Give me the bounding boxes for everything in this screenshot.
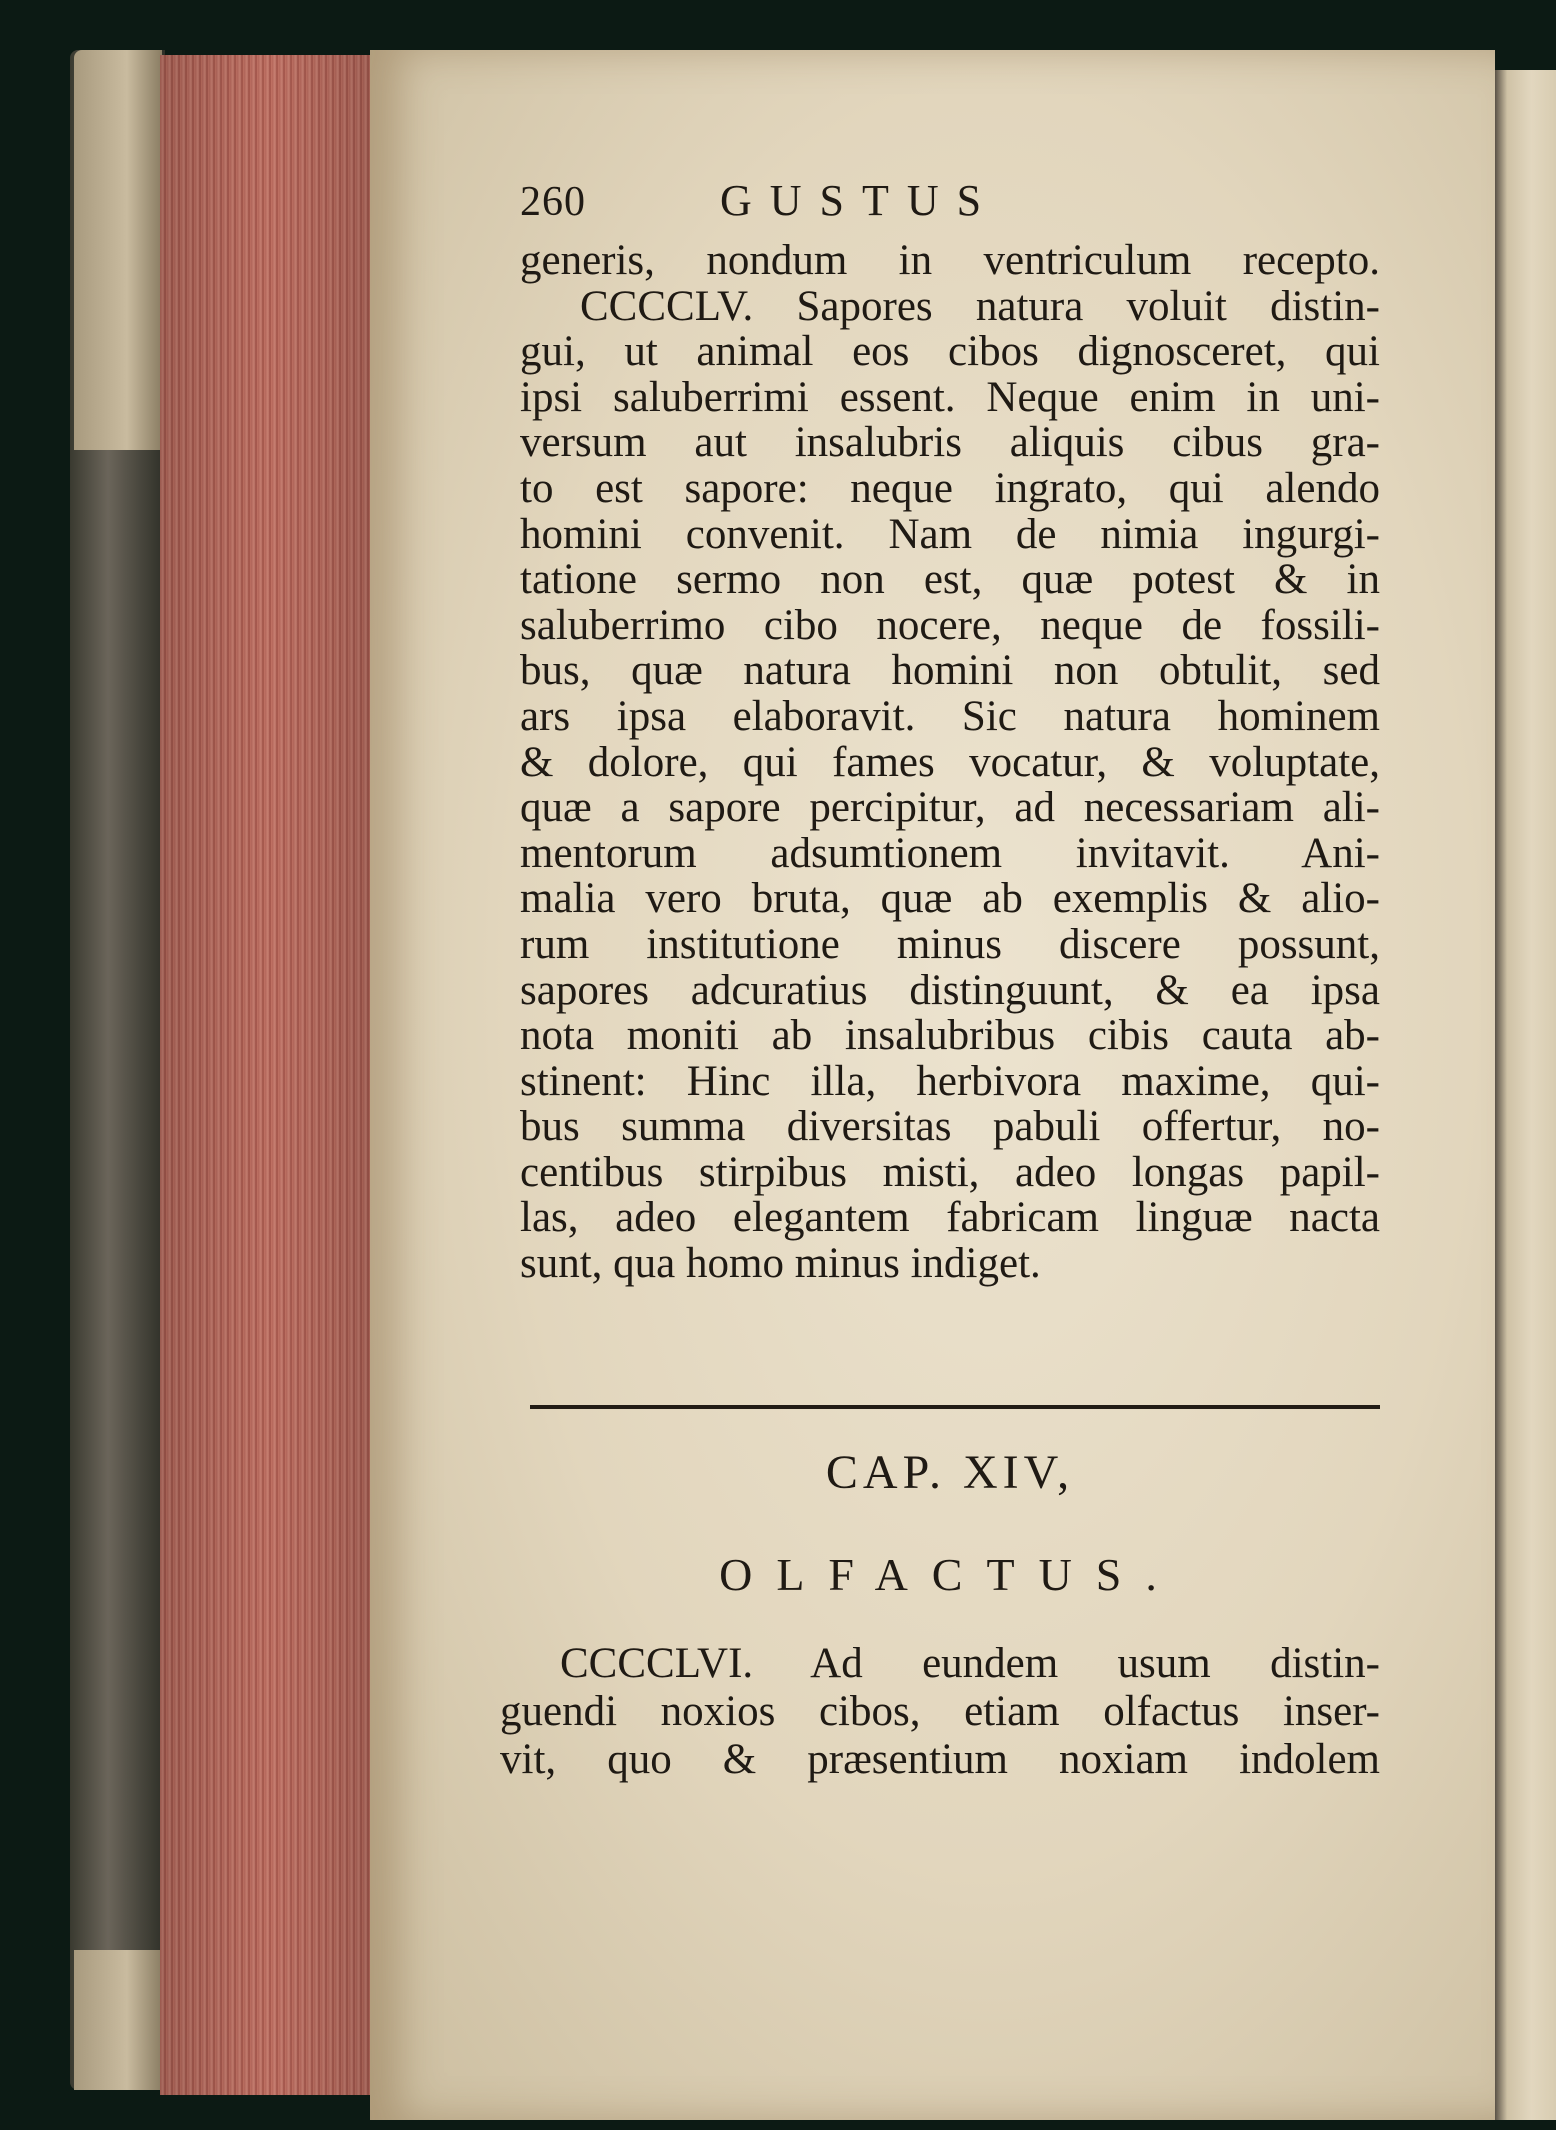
text-line: sapores adcuratius distinguunt, & ea ipsa bbox=[520, 966, 1380, 1014]
page-number: 260 bbox=[520, 179, 586, 225]
text-line: ipsi saluberrimi essent. Neque enim in uni- bbox=[520, 373, 1380, 421]
text-line: mentorum adsumtionem invitavit. Ani- bbox=[520, 829, 1380, 877]
text-line: bus, quæ natura homini non obtulit, sed bbox=[520, 647, 1380, 695]
page-text bbox=[520, 178, 1380, 1287]
text-line: CCCCLVI. Ad eundem usum distin- bbox=[560, 1640, 1380, 1687]
text-line: homini convenit. Nam de nimia ingurgi- bbox=[520, 510, 1380, 558]
text-line: gui, ut animal eos cibos dignosceret, qui bbox=[520, 328, 1380, 376]
text-line: malia vero bruta, quæ ab exemplis & alio- bbox=[520, 875, 1380, 923]
section-divider bbox=[530, 1405, 1380, 1409]
page-header bbox=[520, 178, 1380, 230]
text-line: vit, quo & præsentium noxiam indolem bbox=[500, 1736, 1380, 1783]
chapter-text bbox=[500, 1640, 1380, 1784]
cover-paper-top bbox=[74, 50, 162, 450]
text-line: rum institutione minus discere possunt, bbox=[520, 920, 1380, 968]
text-line: tatione sermo non est, quæ potest & in bbox=[520, 556, 1380, 604]
text-line: nota moniti ab insalubribus cibis cauta ab- bbox=[520, 1012, 1380, 1060]
text-line: centibus stirpibus misti, adeo longas papil- bbox=[520, 1148, 1380, 1196]
text-line: quæ a sapore percipitur, ad necessariam ali- bbox=[520, 784, 1380, 832]
facing-page-edge bbox=[1495, 70, 1556, 2120]
text-line: las, adeo elegantem fabricam linguæ nacta bbox=[520, 1194, 1380, 1242]
text-line: generis, nondum in ventriculum recepto. bbox=[520, 237, 1380, 284]
running-title: GUSTUS bbox=[720, 176, 1000, 225]
chapter-number: CAP. XIV, bbox=[825, 1446, 1075, 1499]
chapter-title: OLFACTUS. bbox=[719, 1549, 1181, 1600]
text-line: stinent: Hinc illa, herbivora maxime, qui- bbox=[520, 1057, 1380, 1105]
text-line: ars ipsa elaboravit. Sic natura hominem bbox=[520, 692, 1380, 740]
text-line: versum aut insalubris aliquis cibus gra- bbox=[520, 419, 1380, 467]
text-line: bus summa diversitas pabuli offertur, no- bbox=[520, 1103, 1380, 1151]
text-line: & dolore, qui fames vocatur, & voluptate, bbox=[520, 738, 1380, 786]
text-line: saluberrimo cibo nocere, neque de fossili- bbox=[520, 601, 1380, 649]
text-line: CCCCLV. Sapores natura voluit distin- bbox=[580, 282, 1380, 330]
text-line: sunt, qua homo minus indiget. bbox=[520, 1240, 1041, 1288]
text-line: guendi noxios cibos, etiam olfactus inser- bbox=[500, 1688, 1380, 1735]
cover-paper-bottom bbox=[74, 1950, 162, 2090]
text-line: to est sapore: neque ingrato, qui alendo bbox=[520, 464, 1380, 512]
